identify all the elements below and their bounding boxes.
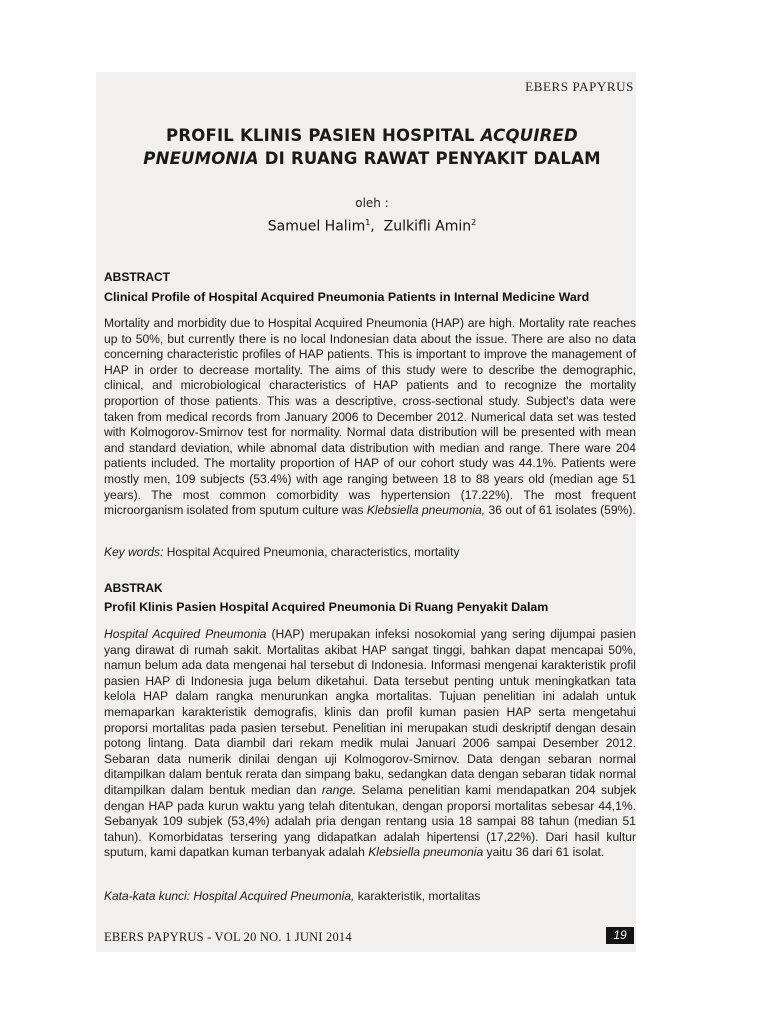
title-italic: PNEUMONIA (143, 149, 259, 168)
byline: oleh : (355, 196, 389, 210)
footer-journal-info: EBERS PAPYRUS - VOL 20 NO. 1 JUNI 2014 (104, 930, 352, 944)
abstract-body-text: 36 out of 61 isolates (59%). (485, 503, 636, 518)
abstrak-body-text: yaitu 36 dari 61 isolat. (483, 845, 605, 860)
author-affiliation-marker: 2 (471, 218, 477, 227)
abstrak-body-text: Selama penelitian kami mendapatkan 204 subjek dengan HAP pada kurun waktu yang telah ditentukan, dengan proporsi mortalitas sebesar 44,1%. Sebanyak 109 subjek (53,4%) adalah pria dengan rentang usia 18 sampai 88 tahun (median 51 tahun). Komorbidatas tersering yang didapatkan adalah hipertensi (17,22%). Dari hasil kultur sputum, kami dapatkan kuman terbanyak adalah (104, 782, 636, 860)
abstract-body (104, 316, 636, 519)
keywords-text: Hospital Acquired Pneumonia, characteristics, mortality (163, 545, 460, 559)
keywords-label: Kata-kata kunci: Hospital Acquired Pneumonia, (104, 889, 355, 903)
page-number: 19 (606, 927, 634, 944)
keywords-label: Key words: (104, 545, 164, 559)
abstrak-body-text: (HAP) merupakan infeksi nosokomial yang sering dijumpai pasien yang dirawat di rumah sakit. Mortalitas akibat HAP sangat tinggi, bahkan dapat mencapai 50%, namun belum ada data mengenai hal tersebut di Indonesia. Informasi mengenai karakteristik profil pasien HAP di Indonesia juga belum diketahui. Data tersebut penting untuk meningkatkan tata kelola HAP dalam rangka menurunkan angka mortalitas. Tujuan penelitian ini adalah untuk memaparkan karakteristik demografis, klinis dan profil kuman pasien HAP serta mengetahui proporsi mortalitas pada pasien tersebut. Penelitian ini merupakan studi deskriptif dengan desain potong lintang. Data diambil dari rekam medik mulai Januari 2006 sampai Desember 2012. Sebaran data numerik dinilai dengan uji Kolmogorov-Smirnov. Data dengan sebaran normal ditampilkan dalam bentuk rerata dan simpang baku, sedangkan data dengan sebaran tidak normal ditampilkan dalam bentuk median dan (104, 627, 636, 797)
author-affiliation-marker: 1 (365, 218, 371, 227)
journal-header: EBERS PAPYRUS (525, 79, 634, 94)
abstract-keywords (104, 545, 636, 559)
author-list (104, 218, 640, 235)
abstrak-body (104, 627, 636, 861)
title-text: DI RUANG RAWAT PENYAKIT DALAM (258, 149, 601, 168)
abstract-heading: ABSTRACT (104, 270, 170, 284)
organism-name: Klebsiella pneumonia, (366, 503, 486, 518)
article-title (104, 124, 640, 170)
abstrak-heading: ABSTRAK (104, 581, 163, 595)
keywords-text: karakteristik, mortalitas (354, 889, 481, 903)
author-name: Zulkifli Amin (383, 218, 472, 235)
author-name: Samuel Halim (267, 218, 366, 235)
title-text: PROFIL KLINIS PASIEN HOSPITAL (166, 126, 481, 145)
organism-name: Klebsiella pneumonia (368, 845, 484, 860)
abstract-body-text: Mortality and morbidity due to Hospital Acquired Pneumonia (HAP) are high. Mortality rate reaches up to 50%, but currently there is no local Indonesian data about the issue. There are also no data concerning characteristic profiles of HAP patients. This is important to improve the management of HAP in order to decrease mortality. The aims of this study were to describe the demographic, clinical, and microbiological characteristics of HAP patients and to recognize the mortality proportion of those patients. This was a descriptive, cross-sectional study. Subject's data were taken from medical records from January 2006 to December 2012. Numerical data set was tested with Kolmogorov-Smirnov test for normality. Normal data distribution will be presented with mean and standard deviation, while abnomal data distribution with median and range. There ware 204 patients included. The mortality proportion of HAP of our cohort study was 44.1%. Patients were mostly men, 109 subjects (53.4%) with age ranging between 18 to 88 years old (median age 51 years). The most common comorbidity was hypertension (17.22%). The most frequent microorganism isolated from sputum culture was (104, 316, 636, 518)
author-separator: , (370, 218, 375, 235)
title-italic: ACQUIRED (480, 126, 578, 145)
term-italic: Hospital Acquired Pneumonia (104, 627, 267, 641)
abstrak-keywords (104, 889, 636, 903)
term-italic: range. (321, 782, 357, 797)
abstrak-subtitle: Profil Klinis Pasien Hospital Acquired Pneumonia Di Ruang Penyakit Dalam (104, 600, 549, 614)
abstract-subtitle: Clinical Profile of Hospital Acquired Pneumonia Patients in Internal Medicine Ward (104, 290, 590, 304)
